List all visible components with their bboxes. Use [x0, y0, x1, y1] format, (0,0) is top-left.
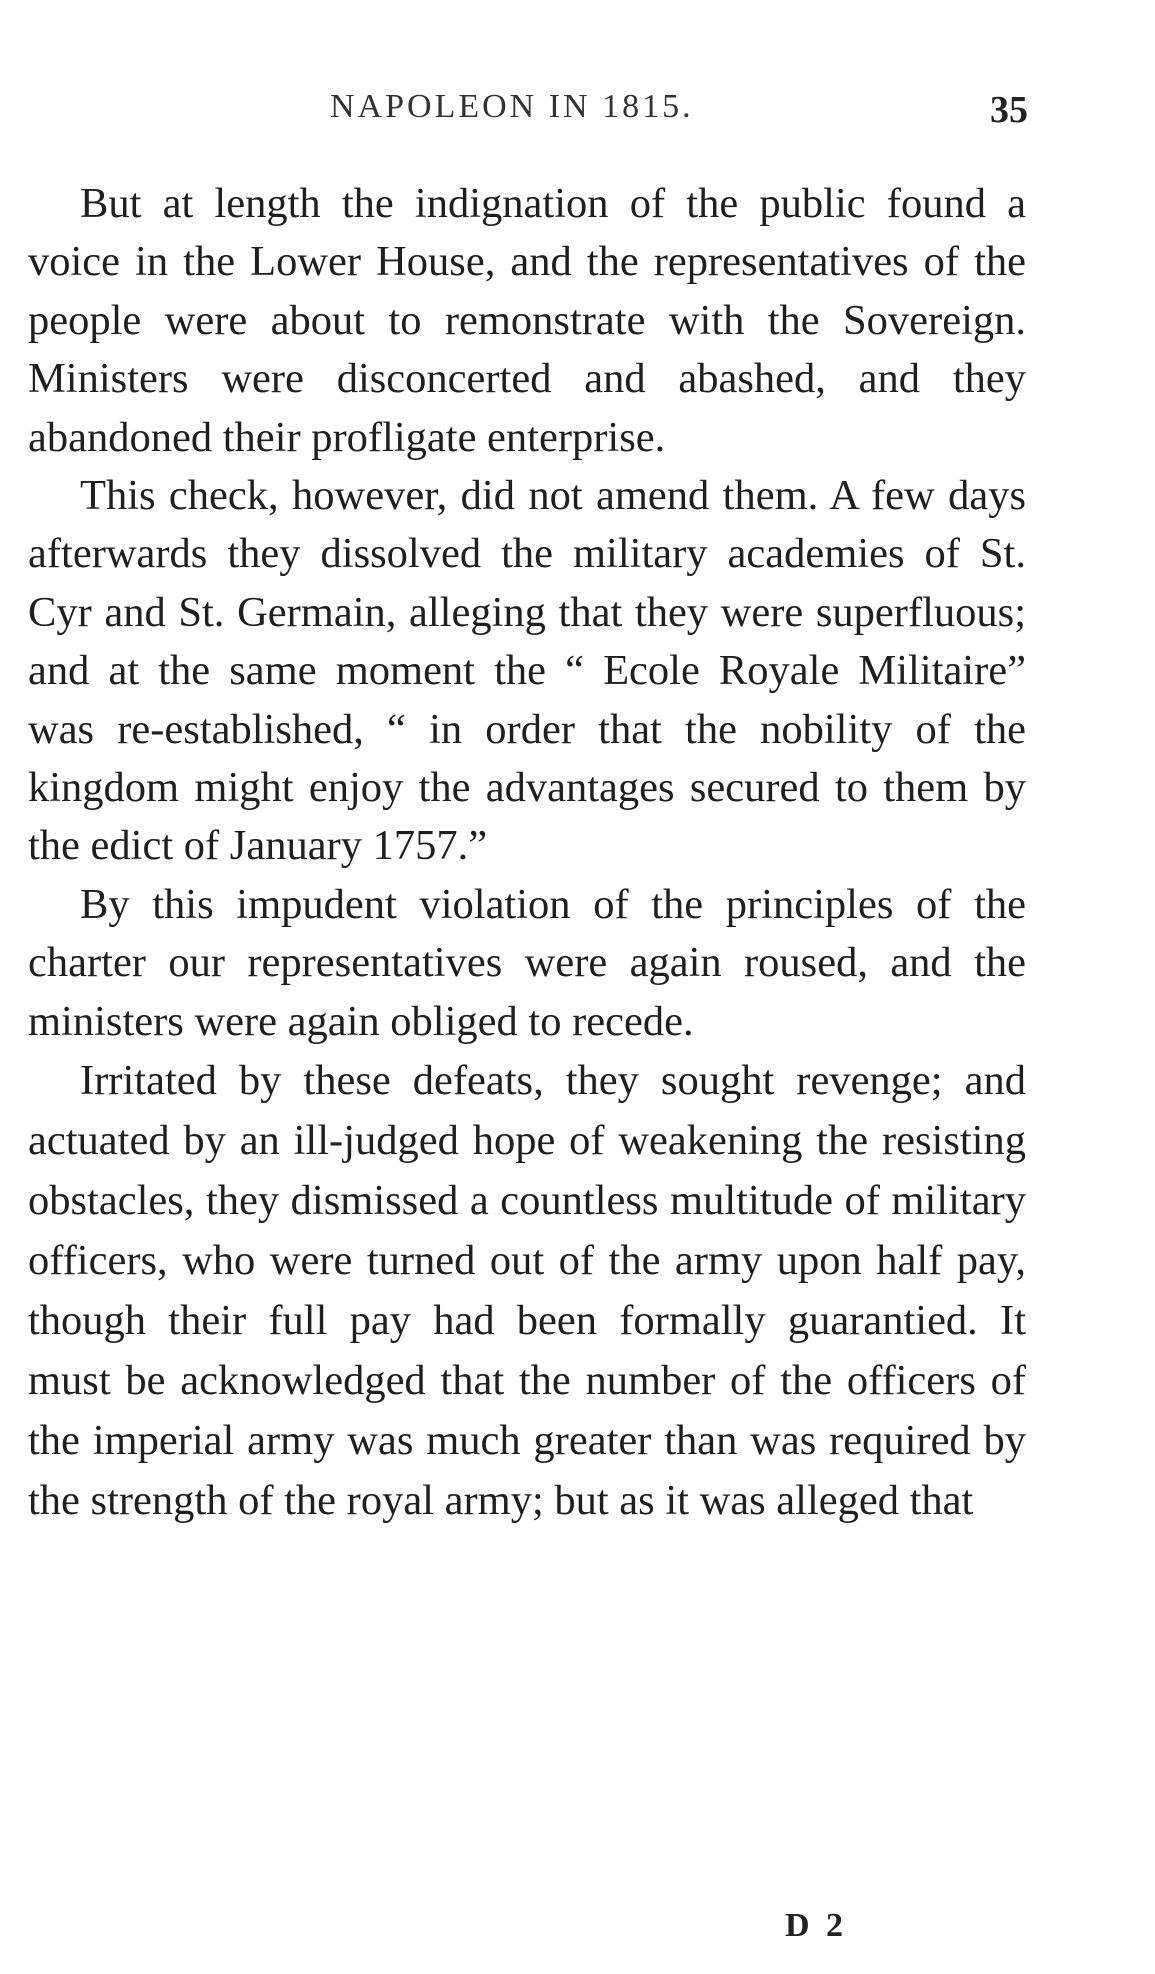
running-title: NAPOLEON IN 1815.: [330, 88, 694, 125]
page-number: 35: [990, 89, 1028, 131]
paragraph-3: By this impudent violation of the principles of the charter our representatives were again roused, and the ministers were again obliged to recede.: [28, 880, 1026, 1045]
page-header: [0, 88, 1155, 138]
body-text: [28, 175, 1026, 1531]
paragraph-4: Irritated by these defeats, they sought revenge; and actuated by an ill-judged hope of weakening the resisting obstacles, they dismissed a countless multitude of military officers, who were turned out of the army upon half pay, though their full pay had been formally guarantied. It must be acknowledged that the number of the officers of the imperial army was much greater than was required by the strength of the royal army; but as it was alleged that: [28, 1057, 1026, 1525]
paragraph-1: But at length the indignation of the public found a voice in the Lower House, and the representatives of the people were about to remonstrate with the Sovereign. Ministers were disconcerted and abashed, and they abandoned their profligate enterprise.: [28, 180, 1026, 461]
signature-mark: D 2: [785, 1907, 848, 1944]
paragraph-2: This check, however, did not amend them. A few days afterwards they dissolved the military academies of St. Cyr and St. Germain, alleging that they were superfluous; and at the same moment the “ Ecole Royale Militaire” was re-established, “ in order that the nobility of the kingdom might enjoy the advantages secured to them by the edict of January 1757.”: [28, 472, 1026, 870]
